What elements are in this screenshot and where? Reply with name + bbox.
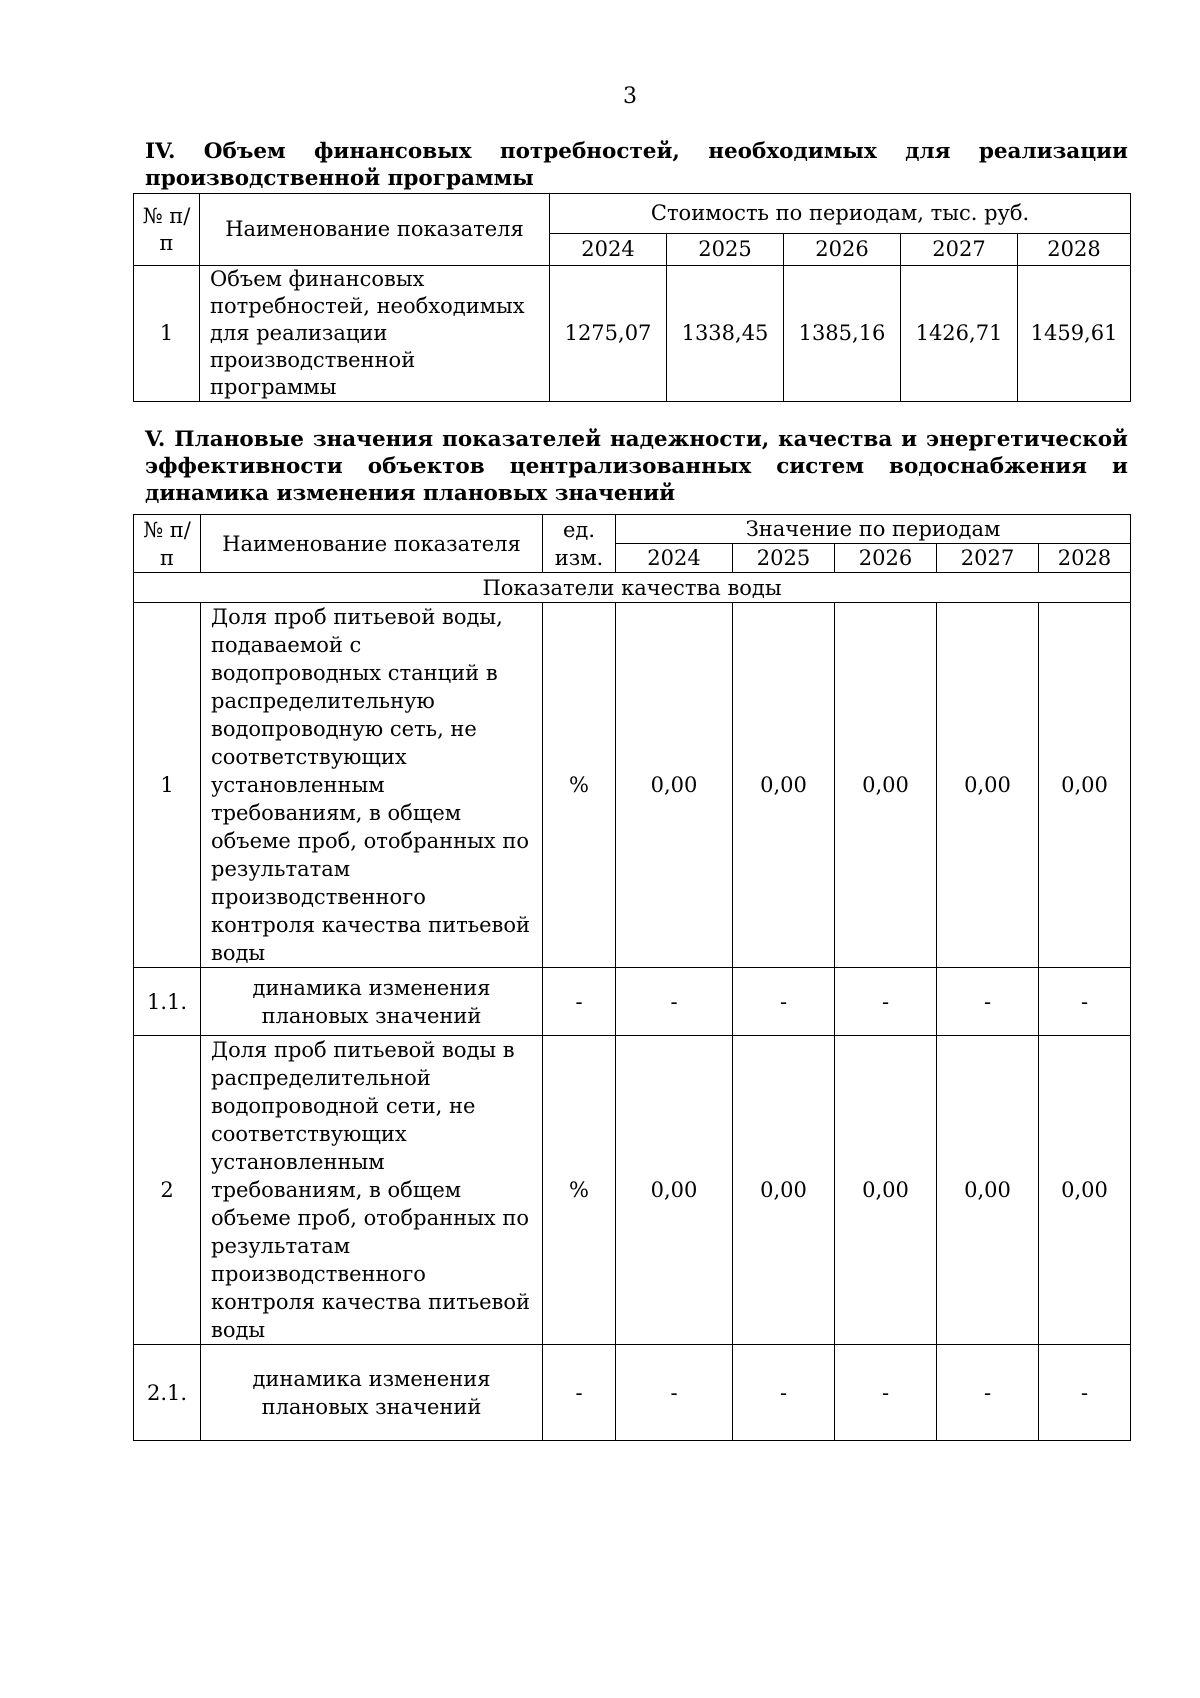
column-header-year: 2026: [784, 234, 901, 266]
row-unit: %: [543, 1036, 616, 1345]
page-number: 3: [623, 84, 637, 109]
row-unit: -: [543, 968, 616, 1036]
table-row: [134, 1345, 1131, 1441]
row-value: 0,00: [733, 603, 835, 968]
column-header-values-group: Значение по периодам: [616, 515, 1131, 544]
row-name: Объем финансовых потребностей, необходимых для реализации производственной программы: [200, 266, 550, 402]
column-header-year: 2026: [835, 544, 937, 573]
column-header-year: 2028: [1018, 234, 1131, 266]
row-value: 0,00: [1039, 1036, 1131, 1345]
table-row: [134, 1036, 1131, 1345]
row-value: 0,00: [1039, 603, 1131, 968]
row-num: 1: [134, 603, 201, 968]
row-unit: -: [543, 1345, 616, 1441]
row-name: Доля проб питьевой воды в распределительной водопроводной сети, не соответствующих установленным требованиям, в общем объеме проб, отобранных по результатам производственного контроля качества питьевой воды: [201, 1036, 543, 1345]
group-subheader: Показатели качества воды: [134, 573, 1131, 603]
column-header-year: 2024: [616, 544, 733, 573]
row-value: -: [835, 1345, 937, 1441]
column-header-num: № п/п: [134, 194, 200, 266]
row-value: 0,00: [616, 1036, 733, 1345]
column-header-year: 2027: [901, 234, 1018, 266]
row-value: -: [1039, 1345, 1131, 1441]
column-header-num: № п/п: [134, 515, 201, 573]
row-value: 0,00: [733, 1036, 835, 1345]
row-num: 2.1.: [134, 1345, 201, 1441]
row-value: -: [733, 1345, 835, 1441]
column-header-unit: ед. изм.: [543, 515, 616, 573]
row-num: 2: [134, 1036, 201, 1345]
row-value: -: [616, 968, 733, 1036]
column-header-year: 2027: [937, 544, 1039, 573]
table-row: [134, 968, 1131, 1036]
table-row: [134, 603, 1131, 968]
row-value: 0,00: [616, 603, 733, 968]
row-value: -: [733, 968, 835, 1036]
row-value: 0,00: [835, 1036, 937, 1345]
row-value: 1459,61: [1018, 266, 1131, 402]
column-header-name: Наименование показателя: [201, 515, 543, 573]
row-value: -: [835, 968, 937, 1036]
column-header-cost-group: Стоимость по периодам, тыс. руб.: [550, 194, 1131, 234]
row-value: 0,00: [835, 603, 937, 968]
row-num: 1: [134, 266, 200, 402]
row-value: 0,00: [937, 1036, 1039, 1345]
row-name: Доля проб питьевой воды, подаваемой с водопроводных станций в распределительную водопроводную сеть, не соответствующих установленным требованиям, в общем объеме проб, отобранных по результатам производственного контроля качества питьевой воды: [201, 603, 543, 968]
column-header-year: 2028: [1039, 544, 1131, 573]
row-value: -: [937, 968, 1039, 1036]
row-value: 1275,07: [550, 266, 667, 402]
row-name: динамика изменения плановых значений: [201, 968, 543, 1036]
row-value: 1426,71: [901, 266, 1018, 402]
row-num: 1.1.: [134, 968, 201, 1036]
indicators-table: [133, 514, 1131, 1441]
column-header-name: Наименование показателя: [200, 194, 550, 266]
row-unit: %: [543, 603, 616, 968]
section-4-title: IV. Объем финансовых потребностей, необходимых для реализации производственной программы: [145, 139, 1128, 191]
row-value: 1385,16: [784, 266, 901, 402]
financial-needs-table: [133, 193, 1131, 402]
column-header-year: 2025: [733, 544, 835, 573]
column-header-year: 2025: [667, 234, 784, 266]
table-row: [134, 266, 1131, 402]
row-value: 0,00: [937, 603, 1039, 968]
column-header-year: 2024: [550, 234, 667, 266]
row-value: 1338,45: [667, 266, 784, 402]
row-value: -: [937, 1345, 1039, 1441]
section-5-title: V. Плановые значения показателей надежности, качества и энергетической эффективности объектов централизованных систем водоснабжения и динамика изменения плановых значений: [145, 427, 1128, 506]
row-value: -: [1039, 968, 1131, 1036]
row-value: -: [616, 1345, 733, 1441]
row-name: динамика изменения плановых значений: [201, 1345, 543, 1441]
